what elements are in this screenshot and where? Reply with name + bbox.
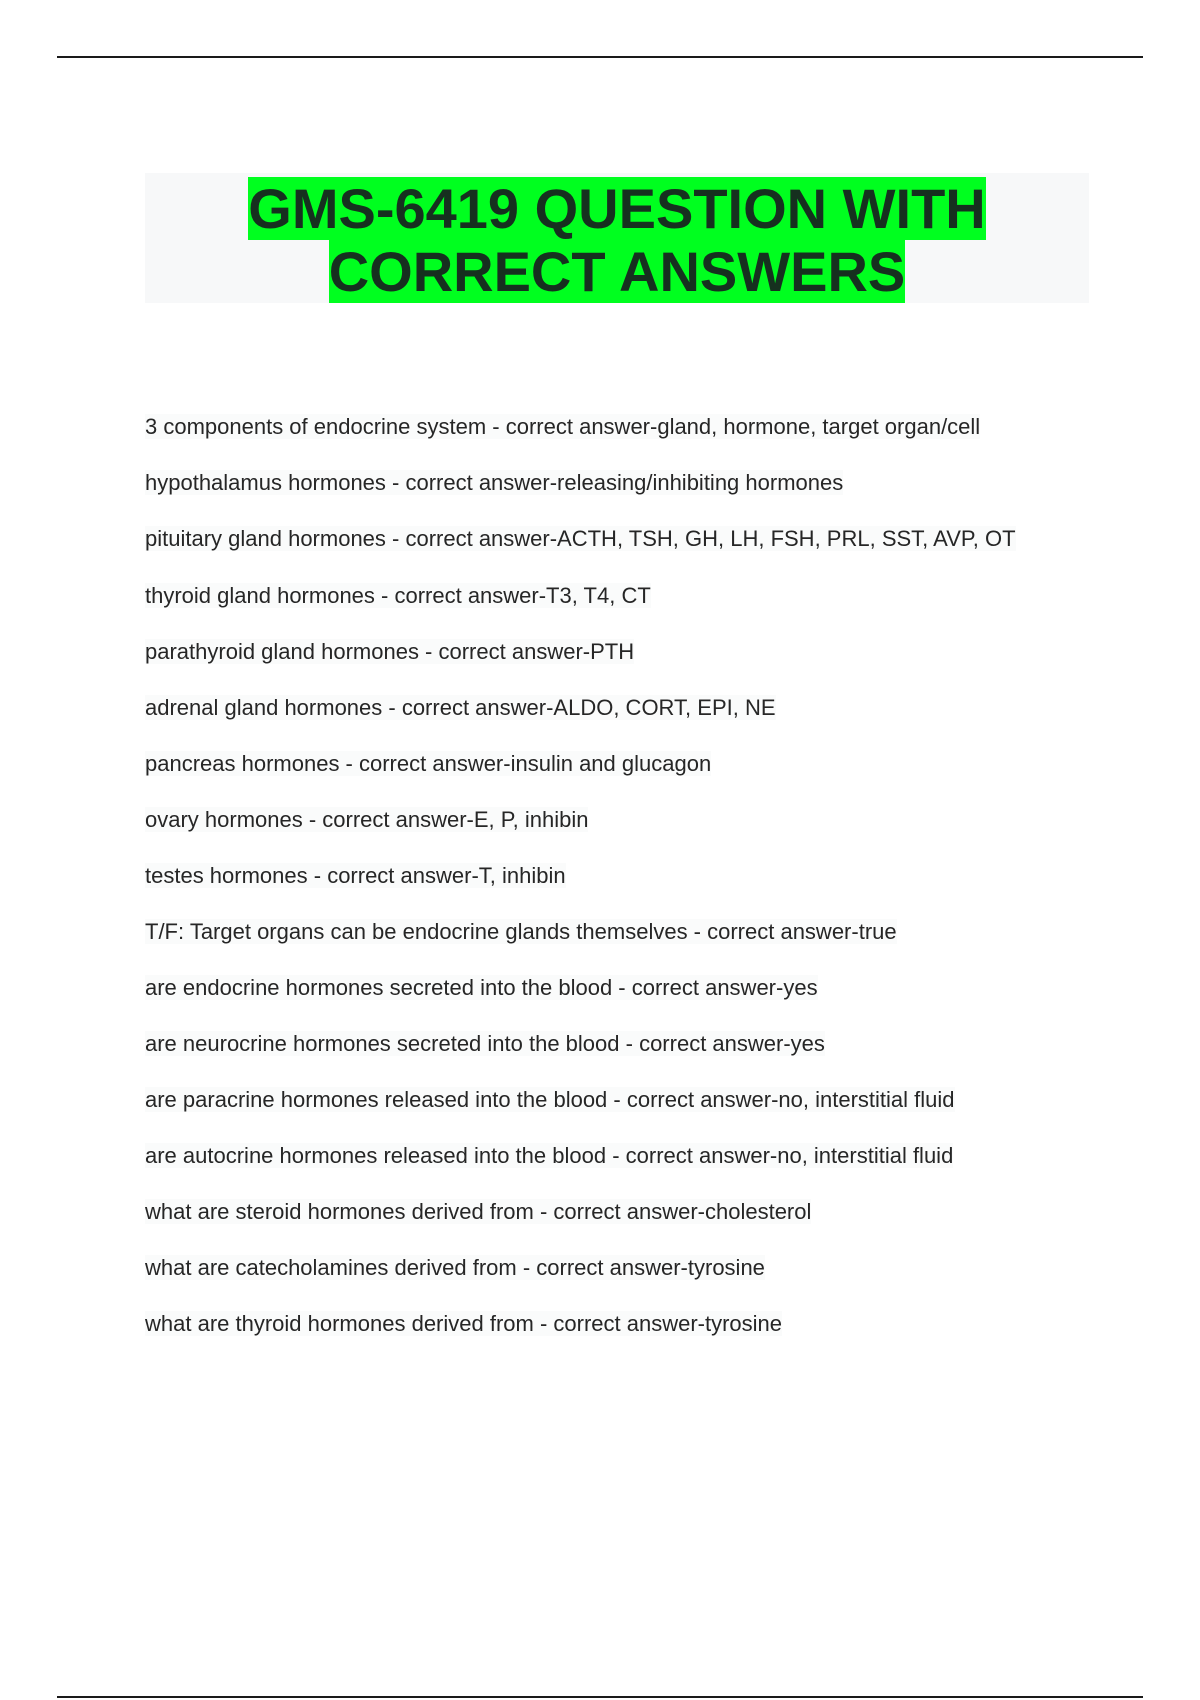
qa-item (145, 582, 1089, 609)
qa-item (145, 1198, 1089, 1225)
qa-item (145, 918, 1089, 945)
qa-item (145, 525, 1089, 552)
document-title-text: GMS-6419 QUESTION WITH CORRECT ANSWERS (248, 177, 986, 303)
qa-item-text: pituitary gland hormones - correct answer-ACTH, TSH, GH, LH, FSH, PRL, SST, AVP, OT (145, 526, 1016, 551)
qa-item-text: are paracrine hormones released into the blood - correct answer-no, interstitial fluid (145, 1087, 955, 1112)
qa-item-text: are neurocrine hormones secreted into the blood - correct answer-yes (145, 1031, 825, 1056)
qa-item (145, 1030, 1089, 1057)
qa-item (145, 694, 1089, 721)
qa-item (145, 638, 1089, 665)
qa-item (145, 1310, 1089, 1337)
qa-item (145, 1142, 1089, 1169)
qa-item (145, 750, 1089, 777)
qa-item (145, 1254, 1089, 1281)
qa-item-text: what are thyroid hormones derived from - correct answer-tyrosine (145, 1311, 783, 1336)
qa-item-text: testes hormones - correct answer-T, inhibin (145, 863, 566, 888)
qa-item (145, 469, 1089, 496)
qa-item-text: adrenal gland hormones - correct answer-ALDO, CORT, EPI, NE (145, 695, 776, 720)
qa-item (145, 413, 1089, 440)
qa-item-text: what are catecholamines derived from - correct answer-tyrosine (145, 1255, 765, 1280)
qa-item-text: what are steroid hormones derived from - correct answer-cholesterol (145, 1199, 812, 1224)
qa-item-text: 3 components of endocrine system - correct answer-gland, hormone, target organ/cell (145, 414, 981, 439)
qa-item (145, 862, 1089, 889)
document-title (145, 173, 1089, 303)
qa-item (145, 806, 1089, 833)
qa-item (145, 974, 1089, 1001)
qa-list (145, 413, 1089, 1366)
qa-item-text: pancreas hormones - correct answer-insulin and glucagon (145, 751, 712, 776)
qa-item-text: are autocrine hormones released into the blood - correct answer-no, interstitial fluid (145, 1143, 954, 1168)
bottom-rule (57, 1696, 1143, 1698)
qa-item-text: parathyroid gland hormones - correct answer-PTH (145, 639, 635, 664)
qa-item-text: are endocrine hormones secreted into the blood - correct answer-yes (145, 975, 818, 1000)
top-rule (57, 56, 1143, 58)
title-block (145, 173, 1089, 303)
qa-item-text: thyroid gland hormones - correct answer-T3, T4, CT (145, 583, 651, 608)
qa-item (145, 1086, 1089, 1113)
qa-item-text: hypothalamus hormones - correct answer-releasing/inhibiting hormones (145, 470, 844, 495)
qa-item-text: T/F: Target organs can be endocrine glands themselves - correct answer-true (145, 919, 897, 944)
qa-item-text: ovary hormones - correct answer-E, P, inhibin (145, 807, 589, 832)
